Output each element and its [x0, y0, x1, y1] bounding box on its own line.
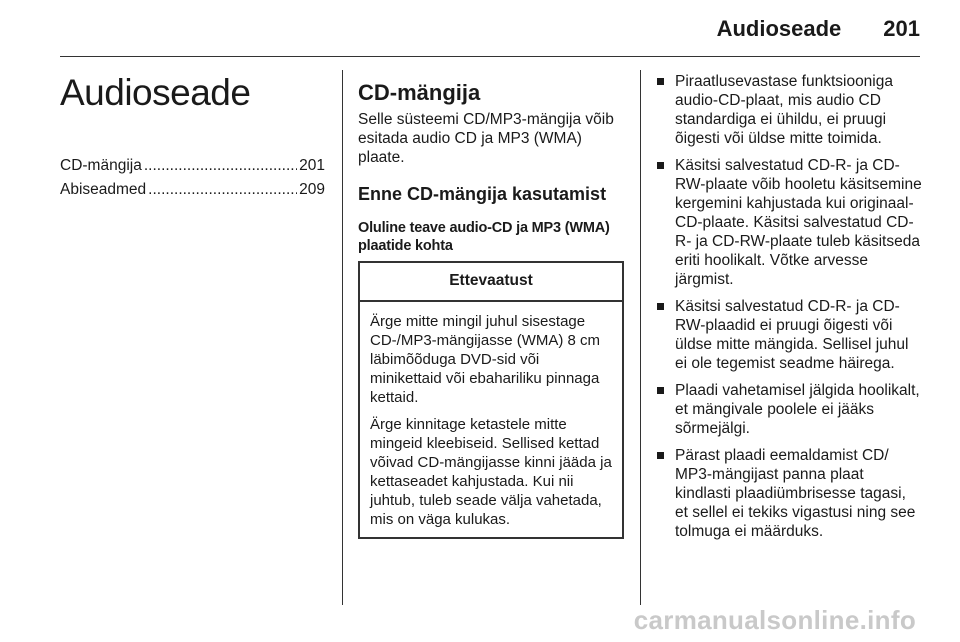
list-item	[655, 156, 923, 289]
toc-entry[interactable]	[60, 178, 325, 202]
section-intro: Selle süsteemi CD/MP3-mängija võib esitada audio CD ja MP3 (WMA) plaate.	[358, 111, 614, 166]
page-header	[717, 16, 920, 42]
toc-dot-leader	[144, 154, 297, 178]
list-item-text: Piraatlusevastase funktsiooniga audio-CD-plaat, mis audio CD standardiga ei ühildu, ei pruugi õigesti või üldse mitte toimida.	[675, 73, 893, 147]
square-bullet-icon	[657, 452, 664, 459]
watermark: carmanualsonline.info	[633, 605, 916, 635]
list-item	[655, 446, 923, 541]
column-1	[60, 72, 325, 202]
list-item-text: Käsitsi salvestatud CD-R- ja CD-RW-plaadid ei pruugi õigesti või üldse mitte mängida. Sellisel juhul ei ole tegemist seadme häirega.	[675, 298, 909, 372]
square-bullet-icon	[657, 303, 664, 310]
subsection-title: Enne CD-mängija kasutamist	[358, 184, 607, 204]
column-3	[655, 72, 923, 549]
toc-dot-leader	[148, 178, 297, 202]
header-page-number: 201	[883, 16, 920, 41]
caution-body	[360, 302, 622, 537]
square-bullet-icon	[657, 387, 664, 394]
list-item	[655, 381, 923, 438]
square-bullet-icon	[657, 162, 664, 169]
list-item	[655, 72, 923, 148]
square-bullet-icon	[657, 78, 664, 85]
caution-title: Ettevaatust	[360, 263, 622, 302]
column-divider-2	[640, 70, 641, 605]
header-rule	[60, 56, 920, 57]
toc-entry[interactable]	[60, 154, 325, 178]
list-item-text: Plaadi vahetamisel jälgida hoolikalt, et mängivale poolele ei jääks sõrmejälgi.	[675, 382, 920, 437]
column-divider-1	[342, 70, 343, 605]
column-2	[358, 72, 624, 539]
toc-entry-page: 209	[299, 181, 325, 198]
caution-box	[358, 261, 624, 539]
toc-entry-label: CD-mängija	[60, 157, 142, 174]
header-title: Audioseade	[716, 16, 842, 41]
section-title: CD-mängija	[358, 80, 481, 105]
toc-entry-label: Abiseadmed	[60, 181, 147, 198]
chapter-title: Audioseade	[60, 72, 251, 113]
list-item	[655, 297, 923, 373]
bullet-list	[655, 72, 923, 541]
paragraph-title: Oluline teave audio-CD ja MP3 (WMA) plaatide kohta	[358, 220, 610, 254]
table-of-contents	[60, 154, 325, 202]
caution-paragraph: Ärge mitte mingil juhul sisestage CD-/MP3-mängijasse (WMA) 8 cm läbimõõduga DVD-sid või minikettaid või ebahariliku pinnaga kettaid.	[370, 313, 601, 406]
caution-paragraph: Ärge kinnitage ketastele mitte mingeid kleebiseid. Sellised kettad võivad CD-mängijasse kinni jääda ja kettaseadet kahjustada. Kui nii juhtub, tuleb seade välja vahetada, mis on väga kulukas.	[370, 416, 612, 528]
list-item-text: Käsitsi salvestatud CD-R- ja CD-RW-plaate võib hooletu käsitsemine kergemini kahjustada kui originaal-CD-plaate. Käsitsi salvestatud CD-R- ja CD-RW-plaate tuleb käsitseda eriti hoolikalt. Võtke arvesse järgmist.	[675, 157, 922, 288]
list-item-text: Pärast plaadi eemaldamist CD/ MP3-mängijast panna plaat kindlasti plaadiümbrisesse tagasi, et sellel ei tekiks vigastusi ning see tolmuga ei määrduks.	[675, 447, 916, 540]
toc-entry-page: 201	[299, 157, 325, 174]
